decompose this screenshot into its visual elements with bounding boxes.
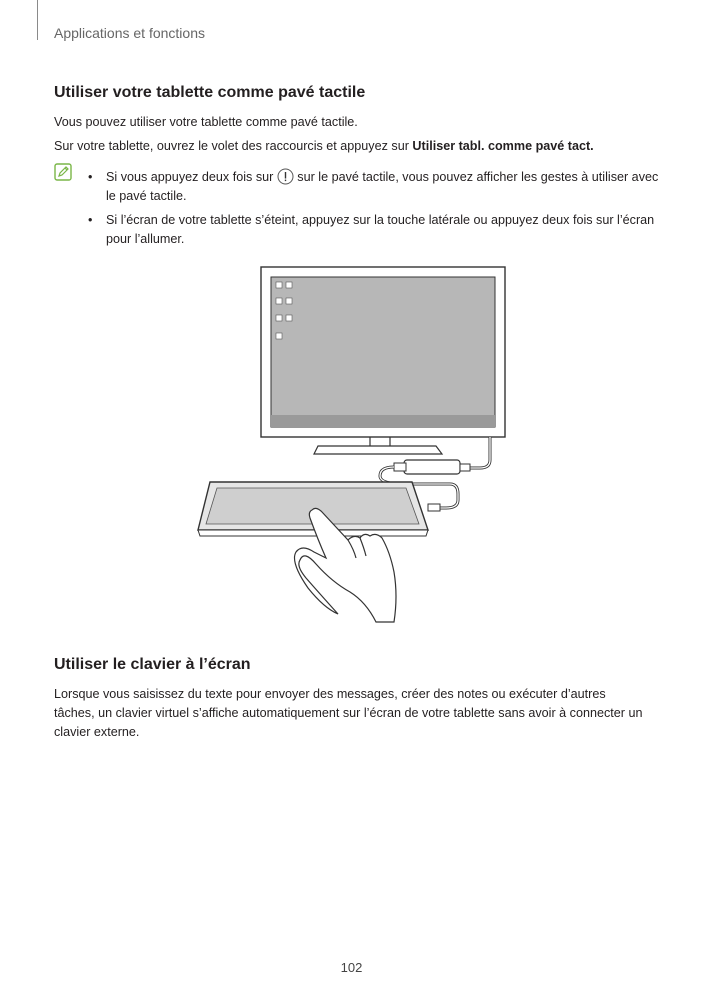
instruction-paragraph <box>54 137 654 156</box>
bullet-2: • <box>88 213 93 227</box>
bullet-1: • <box>88 170 93 184</box>
info-exclamation-icon <box>277 168 294 185</box>
note-item-gestures <box>106 168 666 206</box>
section-header: Applications et fonctions <box>54 25 205 41</box>
note-pencil-icon <box>54 163 72 181</box>
note-text-after-icon: sur le pavé tactile, vous pouvez afficher les gestes à utiliser avec le pavé tactile. <box>106 170 659 203</box>
section-title-touchpad: Utiliser votre tablette comme pavé tactile <box>54 84 366 101</box>
intro-paragraph: Vous pouvez utiliser votre tablette comme pavé tactile. <box>54 115 358 129</box>
note-text-before-icon: Si vous appuyez deux fois sur <box>106 170 277 184</box>
header-divider <box>37 0 38 40</box>
monitor-drawing <box>261 267 505 454</box>
tablet-touchpad-illustration <box>190 262 520 630</box>
touchpad-option-label: Utiliser tabl. comme pavé tact. <box>412 139 594 153</box>
page-number: 102 <box>340 960 363 975</box>
section-title-keyboard: Utiliser le clavier à l’écran <box>54 656 251 673</box>
keyboard-paragraph: Lorsque vous saisissez du texte pour envoyer des messages, créer des notes ou exécuter d’autres tâches, un clavier virtuel s’affiche automatiquement sur l’écran de votre tablette sans avoir à connecter un clavier externe. <box>54 687 643 739</box>
instruction-text: Sur votre tablette, ouvrez le volet des raccourcis et appuyez sur <box>54 139 413 153</box>
note-item-screen-off: Si l’écran de votre tablette s’éteint, appuyez sur la touche latérale ou appuyez deux fois sur l’écran pour l’allumer. <box>106 213 655 246</box>
